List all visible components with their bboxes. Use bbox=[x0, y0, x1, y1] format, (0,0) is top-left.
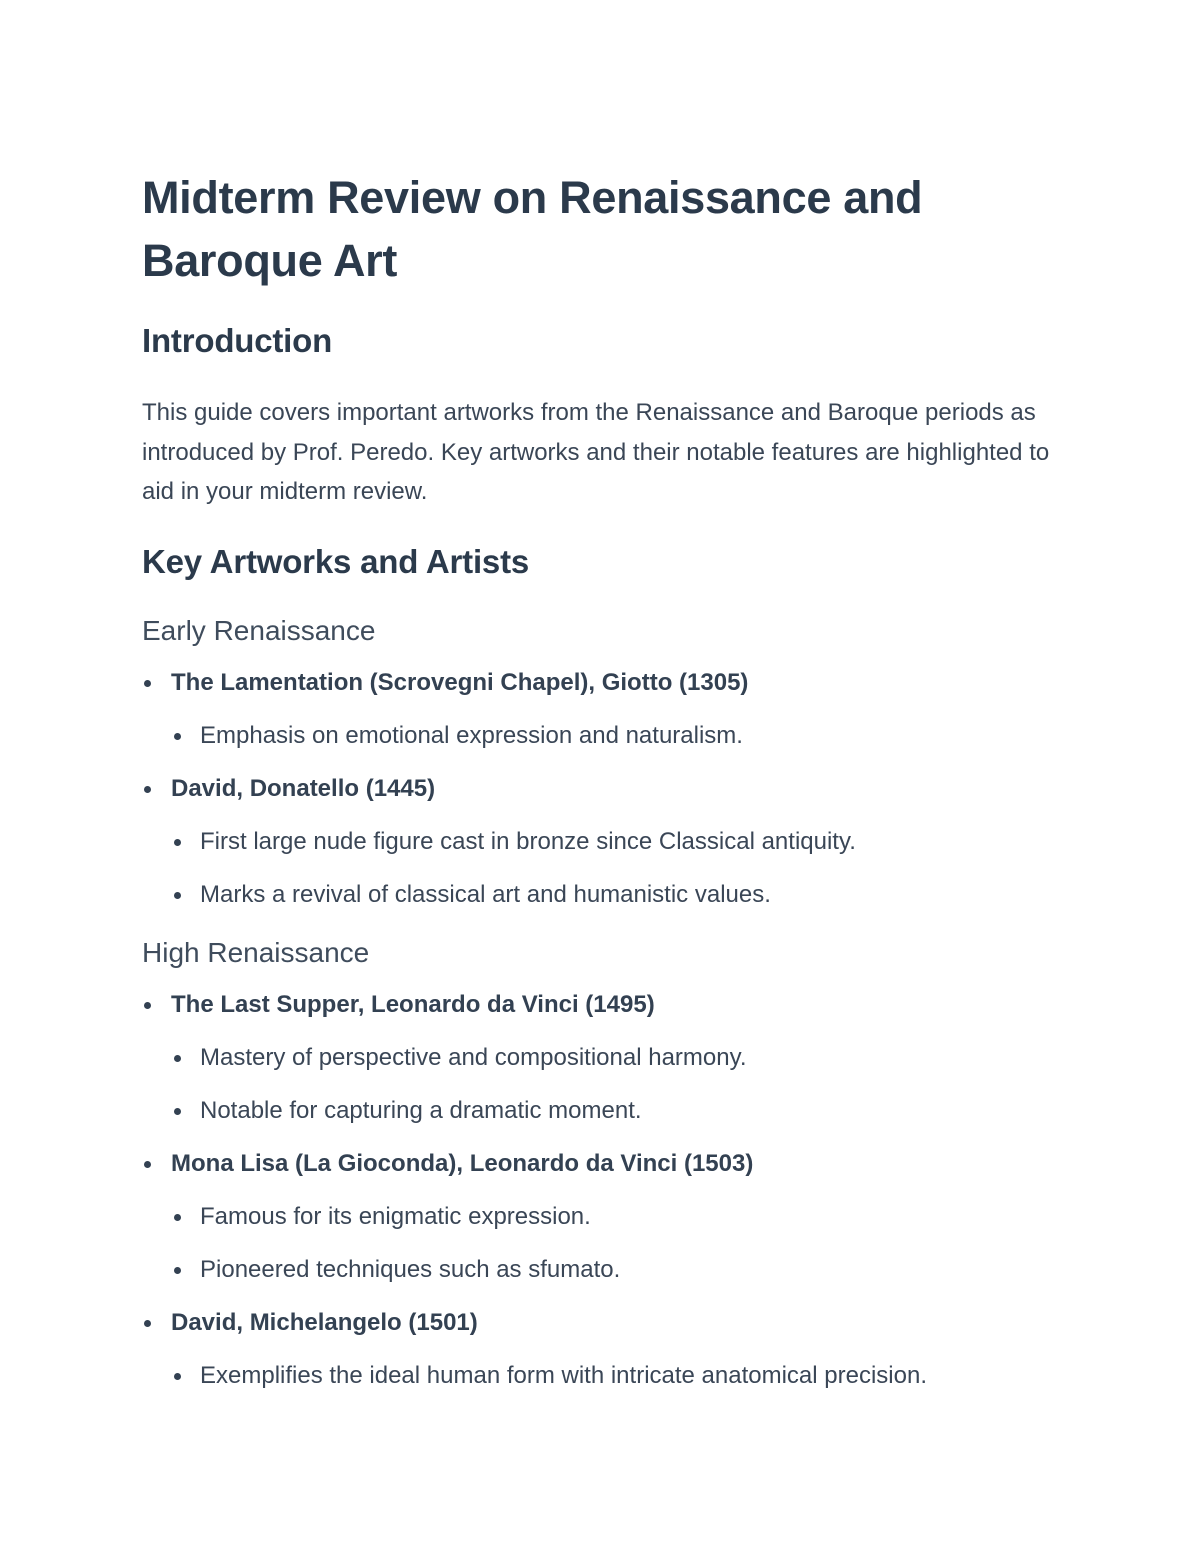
artwork-title: David, Donatello (1445) bbox=[142, 772, 1080, 806]
artwork-item bbox=[142, 1306, 1080, 1393]
key-artworks-heading: Key Artworks and Artists bbox=[142, 542, 530, 580]
artwork-note: Famous for its enigmatic expression. bbox=[172, 1200, 1080, 1234]
artwork-note: Notable for capturing a dramatic moment. bbox=[172, 1094, 1080, 1128]
artwork-note: Pioneered techniques such as sfumato. bbox=[172, 1253, 1080, 1287]
artwork-notes bbox=[142, 1359, 1080, 1393]
introduction-heading: Introduction bbox=[142, 322, 333, 359]
artwork-item bbox=[142, 1147, 1080, 1287]
period-heading-early-renaissance: Early Renaissance bbox=[142, 614, 376, 646]
introduction-paragraph: This guide covers important artworks from the Renaissance and Baroque periods as introduced by Prof. Peredo. Key artworks and their notable features are highlighted to aid in your midterm review. bbox=[142, 399, 1050, 505]
artwork-note: Marks a revival of classical art and humanistic values. bbox=[172, 878, 1080, 912]
artwork-note: First large nude figure cast in bronze since Classical antiquity. bbox=[172, 825, 1080, 859]
artwork-title: The Last Supper, Leonardo da Vinci (1495) bbox=[142, 988, 1080, 1022]
artwork-note: Emphasis on emotional expression and naturalism. bbox=[172, 719, 1080, 753]
artwork-item bbox=[142, 666, 1080, 753]
artwork-notes bbox=[142, 1041, 1080, 1128]
artwork-note: Exemplifies the ideal human form with intricate anatomical precision. bbox=[172, 1359, 1080, 1393]
artwork-notes bbox=[142, 1200, 1080, 1287]
artwork-title: The Lamentation (Scrovegni Chapel), Giotto (1305) bbox=[142, 666, 1080, 700]
artwork-notes bbox=[142, 825, 1080, 912]
period-heading-high-renaissance: High Renaissance bbox=[142, 936, 370, 968]
artwork-item bbox=[142, 772, 1080, 912]
document-title: Midterm Review on Renaissance and Baroque Art bbox=[142, 172, 923, 286]
artwork-item bbox=[142, 988, 1080, 1128]
artwork-list-high-renaissance bbox=[142, 988, 1080, 1393]
artwork-note: Mastery of perspective and compositional harmony. bbox=[172, 1041, 1080, 1075]
artwork-title: Mona Lisa (La Gioconda), Leonardo da Vinci (1503) bbox=[142, 1147, 1080, 1181]
artwork-title: David, Michelangelo (1501) bbox=[142, 1306, 1080, 1340]
artwork-notes bbox=[142, 719, 1080, 753]
artwork-list-early-renaissance bbox=[142, 666, 1080, 912]
